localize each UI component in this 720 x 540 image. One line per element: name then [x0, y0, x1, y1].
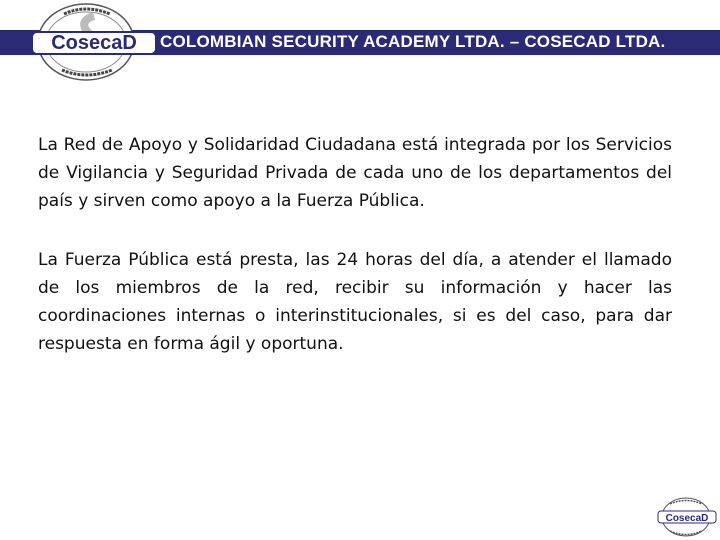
header-title: COLOMBIAN SECURITY ACADEMY LTDA. – COSECAD LTDA.	[160, 32, 666, 51]
cosecad-logo-small	[656, 496, 718, 538]
svg-text:CosecaD: CosecaD	[665, 513, 709, 524]
paragraph-red-de-apoyo: La Red de Apoyo y Solidaridad Ciudadana está integrada por los Servicios de Vigilancia y Seguridad Privada de cada uno de los departamentos del país y sirven como apoyo a la Fuerza Pública.	[38, 135, 672, 211]
paragraph-fuerza-publica: La Fuerza Pública está presta, las 24 horas del día, a atender el llamado de los miembros de la red, recibir su información y hacer las coordinaciones internas o interinstitucionales, si es del caso, para dar respuesta en forma ágil y oportuna.	[38, 250, 672, 354]
cosecad-logo	[28, 2, 160, 82]
svg-text:CosecaD: CosecaD	[51, 32, 137, 54]
